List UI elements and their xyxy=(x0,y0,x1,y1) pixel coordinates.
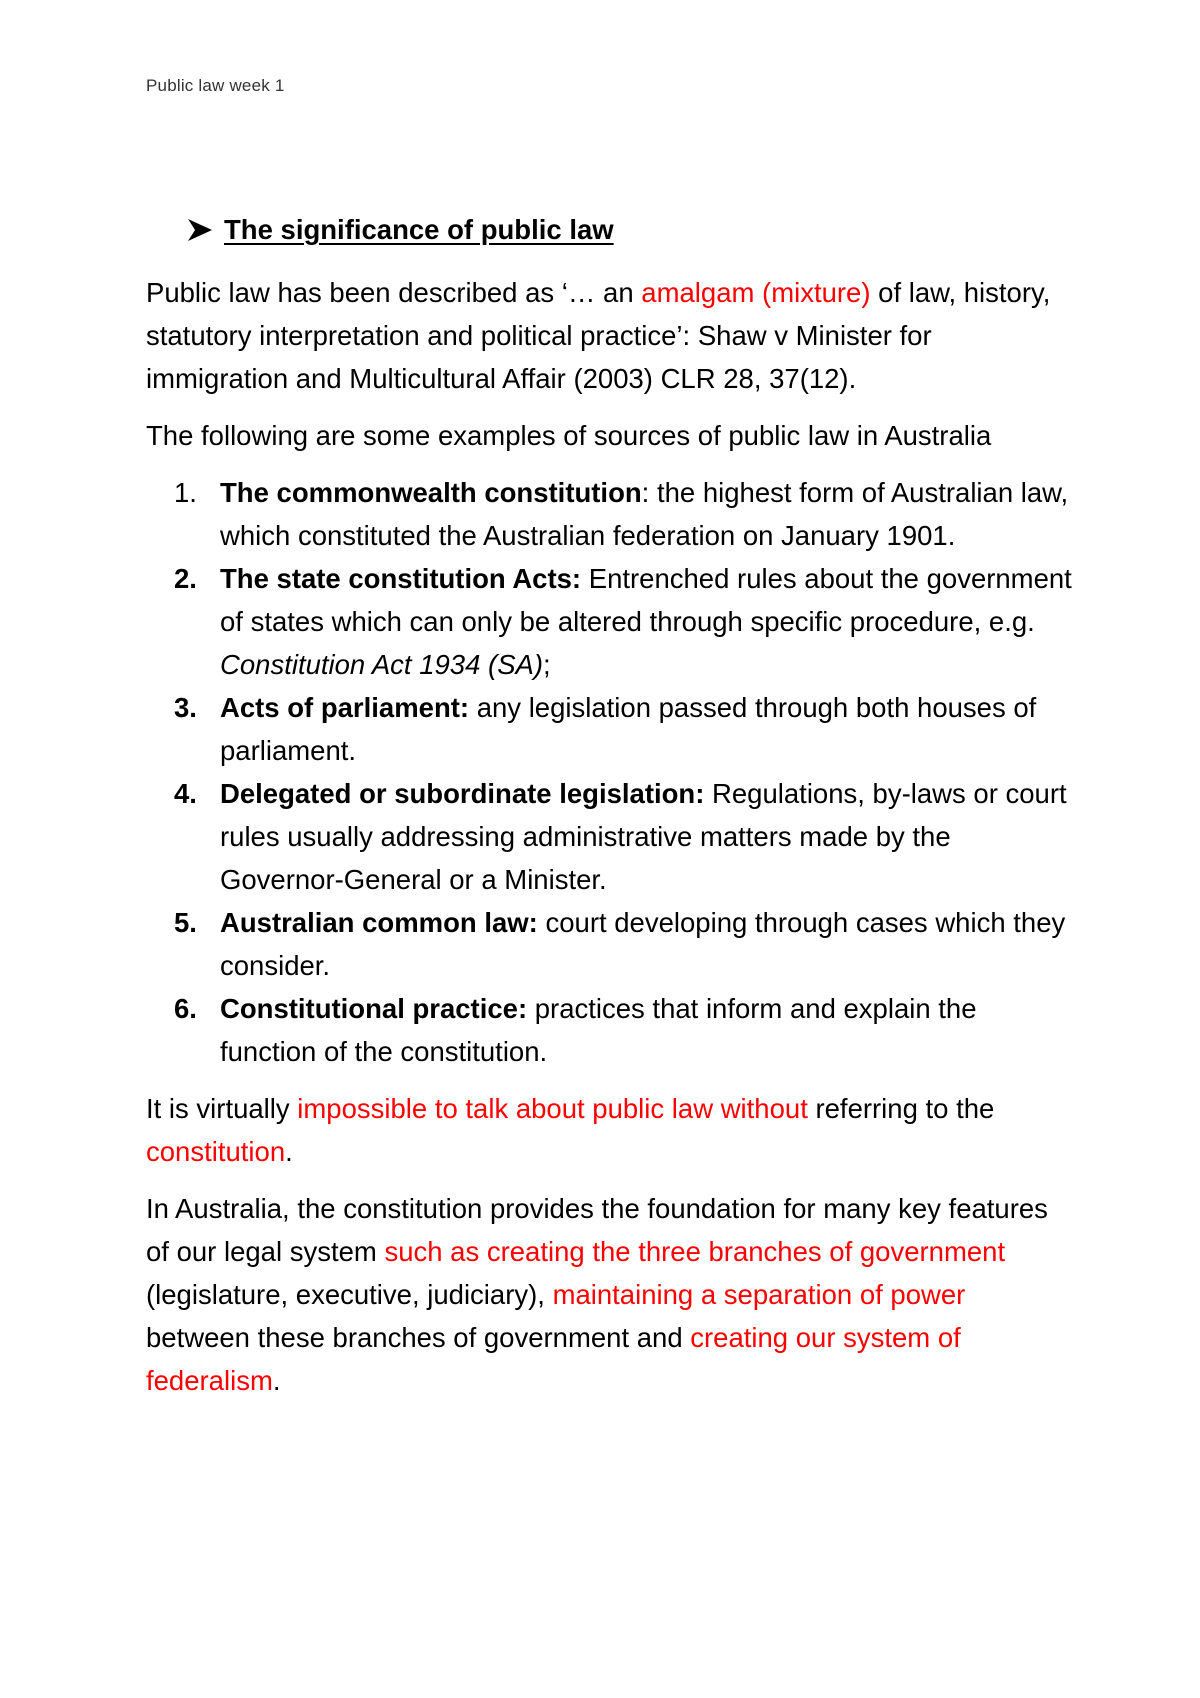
list-description: Regulations, by-laws or court rules usually addressing administrative matters made by the Governor-General or a Minister. xyxy=(220,778,1067,895)
list-number: 2. xyxy=(174,563,197,594)
intro-paragraph xyxy=(146,271,1076,400)
foundation-paragraph xyxy=(146,1187,1076,1402)
highlight-federalism: creating our system of federalism xyxy=(146,1322,961,1396)
list-term: Australian common law: xyxy=(220,907,538,938)
sources-list xyxy=(146,471,1076,1073)
highlight-separation-of-power: maintaining a separation of power xyxy=(552,1279,966,1310)
section-heading xyxy=(146,208,1076,251)
list-term: Delegated or subordinate legislation: xyxy=(220,778,705,809)
list-number: 6. xyxy=(174,993,197,1024)
paragraph-text: between these branches of government and xyxy=(146,1322,691,1353)
list-description: any legislation passed through both houses of parliament. xyxy=(220,692,1037,766)
list-term: Constitutional practice: xyxy=(220,993,528,1024)
intro-text-start: Public law has been described as ‘… an xyxy=(146,277,642,308)
document-body xyxy=(146,208,1076,1416)
page-header: Public law week 1 xyxy=(146,76,285,95)
paragraph-text: . xyxy=(285,1136,293,1167)
list-item xyxy=(146,557,1076,686)
list-term: Acts of parliament: xyxy=(220,692,470,723)
list-number: 1. xyxy=(174,477,197,508)
constitution-paragraph xyxy=(146,1087,1076,1173)
highlight-three-branches: such as creating the three branches of government xyxy=(384,1236,1006,1267)
list-item xyxy=(146,987,1076,1073)
arrow-bullet-icon xyxy=(186,217,214,243)
list-citation: Constitution Act 1934 (SA) xyxy=(220,649,544,680)
list-term: The state constitution Acts: xyxy=(220,563,582,594)
section-title: The significance of public law xyxy=(224,214,614,245)
list-item xyxy=(146,471,1076,557)
paragraph-text: referring to the xyxy=(807,1093,995,1124)
list-description: practices that inform and explain the function of the constitution. xyxy=(220,993,977,1067)
paragraph-text: In Australia, the constitution provides the foundation for many key features of our legal system xyxy=(146,1193,1048,1267)
list-separator: : xyxy=(641,477,650,508)
paragraph-text: (legislature, executive, judiciary), xyxy=(146,1279,553,1310)
list-description: the highest form of Australian law, which constituted the Australian federation on January 1901. xyxy=(220,477,1069,551)
list-number: 3. xyxy=(174,692,197,723)
paragraph-text: . xyxy=(272,1365,281,1396)
highlight-amalgam: amalgam (mixture) xyxy=(641,277,871,308)
list-number: 5. xyxy=(174,907,197,938)
list-term: The commonwealth constitution xyxy=(220,477,642,508)
sources-lead-paragraph: The following are some examples of sources of public law in Australia xyxy=(146,420,992,451)
list-number: 4. xyxy=(174,778,197,809)
list-description: Entrenched rules about the government of states which can only be altered through specific procedure, e.g. xyxy=(220,563,1072,637)
list-item xyxy=(146,901,1076,987)
highlight-impossible: impossible to talk about public law without xyxy=(297,1093,808,1124)
list-description: court developing through cases which they consider. xyxy=(220,907,1066,981)
list-item xyxy=(146,686,1076,772)
intro-text-end: of law, history, statutory interpretation and political practice’: Shaw v Minister for immigration and Multicultural Affair (2003) CLR 28, 37(12). xyxy=(146,277,1051,394)
list-item xyxy=(146,772,1076,901)
list-tail: ; xyxy=(543,649,551,680)
paragraph-text: It is virtually xyxy=(146,1093,298,1124)
highlight-constitution: constitution xyxy=(146,1136,286,1167)
